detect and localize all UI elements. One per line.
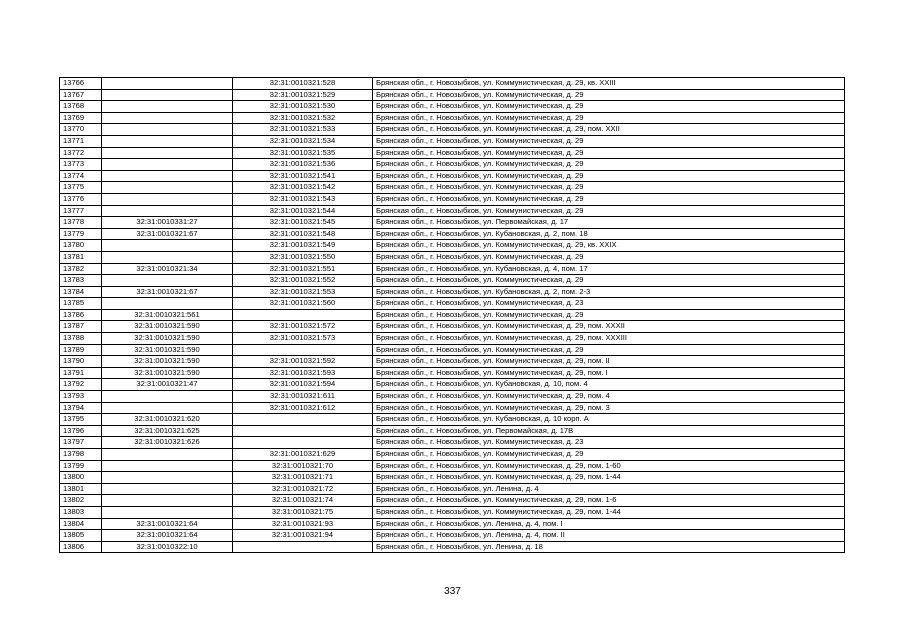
new-cadastral-number-cell: 32:31:0010321:594: [233, 379, 373, 391]
address-cell: Брянская обл., г. Новозыбков, ул. Коммунистическая, д. 29, пом. XXXIII: [373, 333, 845, 345]
table-row: [60, 309, 845, 321]
old-cadastral-number-cell: 32:31:0010321:561: [102, 309, 233, 321]
table-row: [60, 356, 845, 368]
row-number-cell: 13774: [60, 170, 102, 182]
address-cell: Брянская обл., г. Новозыбков, ул. Коммунистическая, д. 29, пом. 1-6: [373, 495, 845, 507]
address-cell: Брянская обл., г. Новозыбков, ул. Коммунистическая, д. 29: [373, 135, 845, 147]
new-cadastral-number-cell: 32:31:0010321:75: [233, 506, 373, 518]
table-row: [60, 425, 845, 437]
address-cell: Брянская обл., г. Новозыбков, ул. Кубановская, д. 4, пом. 17: [373, 263, 845, 275]
row-number-cell: 13767: [60, 89, 102, 101]
row-number-cell: 13777: [60, 205, 102, 217]
old-cadastral-number-cell: 32:31:0010321:47: [102, 379, 233, 391]
new-cadastral-number-cell: 32:31:0010321:592: [233, 356, 373, 368]
address-cell: Брянская обл., г. Новозыбков, ул. Коммунистическая, д. 29: [373, 112, 845, 124]
table-row: [60, 275, 845, 287]
new-cadastral-number-cell: 32:31:0010321:533: [233, 124, 373, 136]
old-cadastral-number-cell: [102, 101, 233, 113]
address-cell: Брянская обл., г. Новозыбков, ул. Коммунистическая, д. 29, пом. 4: [373, 391, 845, 403]
old-cadastral-number-cell: [102, 483, 233, 495]
new-cadastral-number-cell: 32:31:0010321:611: [233, 391, 373, 403]
address-cell: Брянская обл., г. Новозыбков, ул. Первомайская, д. 17В: [373, 425, 845, 437]
row-number-cell: 13806: [60, 541, 102, 553]
table-row: [60, 344, 845, 356]
table-row: [60, 228, 845, 240]
old-cadastral-number-cell: 32:31:0010321:67: [102, 228, 233, 240]
old-cadastral-number-cell: 32:31:0010321:590: [102, 356, 233, 368]
table-row: [60, 124, 845, 136]
address-cell: Брянская обл., г. Новозыбков, ул. Кубановская, д. 2, пом. 18: [373, 228, 845, 240]
table-row: [60, 333, 845, 345]
table-row: [60, 541, 845, 553]
row-number-cell: 13771: [60, 135, 102, 147]
address-cell: Брянская обл., г. Новозыбков, ул. Коммунистическая, д. 29, пом. 3: [373, 402, 845, 414]
old-cadastral-number-cell: [102, 182, 233, 194]
table-row: [60, 240, 845, 252]
row-number-cell: 13799: [60, 460, 102, 472]
row-number-cell: 13780: [60, 240, 102, 252]
table-row: [60, 263, 845, 275]
old-cadastral-number-cell: [102, 449, 233, 461]
old-cadastral-number-cell: 32:31:0010321:626: [102, 437, 233, 449]
old-cadastral-number-cell: 32:31:0010321:590: [102, 344, 233, 356]
table-row: [60, 159, 845, 171]
row-number-cell: 13782: [60, 263, 102, 275]
table-row: [60, 147, 845, 159]
table-row: [60, 437, 845, 449]
new-cadastral-number-cell: 32:31:0010321:593: [233, 367, 373, 379]
table-row: [60, 321, 845, 333]
old-cadastral-number-cell: [102, 495, 233, 507]
address-cell: Брянская обл., г. Новозыбков, ул. Кубановская, д. 10 корп. А: [373, 414, 845, 426]
new-cadastral-number-cell: 32:31:0010321:528: [233, 78, 373, 90]
row-number-cell: 13787: [60, 321, 102, 333]
address-cell: Брянская обл., г. Новозыбков, ул. Коммунистическая, д. 29, кв. XXIII: [373, 78, 845, 90]
table-row: [60, 449, 845, 461]
old-cadastral-number-cell: 32:31:0010321:590: [102, 333, 233, 345]
row-number-cell: 13801: [60, 483, 102, 495]
address-cell: Брянская обл., г. Новозыбков, ул. Коммунистическая, д. 29: [373, 449, 845, 461]
address-cell: Брянская обл., г. Новозыбков, ул. Коммунистическая, д. 29: [373, 344, 845, 356]
address-cell: Брянская обл., г. Новозыбков, ул. Кубановская, д. 10, пом. 4: [373, 379, 845, 391]
table-row: [60, 251, 845, 263]
table-row: [60, 530, 845, 542]
row-number-cell: 13769: [60, 112, 102, 124]
new-cadastral-number-cell: 32:31:0010321:552: [233, 275, 373, 287]
row-number-cell: 13800: [60, 472, 102, 484]
row-number-cell: 13768: [60, 101, 102, 113]
new-cadastral-number-cell: 32:31:0010321:70: [233, 460, 373, 472]
new-cadastral-number-cell: [233, 309, 373, 321]
old-cadastral-number-cell: [102, 391, 233, 403]
row-number-cell: 13785: [60, 298, 102, 310]
old-cadastral-number-cell: [102, 147, 233, 159]
old-cadastral-number-cell: [102, 240, 233, 252]
row-number-cell: 13792: [60, 379, 102, 391]
new-cadastral-number-cell: 32:31:0010321:542: [233, 182, 373, 194]
old-cadastral-number-cell: [102, 506, 233, 518]
new-cadastral-number-cell: 32:31:0010321:532: [233, 112, 373, 124]
old-cadastral-number-cell: [102, 124, 233, 136]
row-number-cell: 13778: [60, 217, 102, 229]
table-row: [60, 298, 845, 310]
old-cadastral-number-cell: [102, 159, 233, 171]
row-number-cell: 13790: [60, 356, 102, 368]
address-cell: Брянская обл., г. Новозыбков, ул. Коммунистическая, д. 29: [373, 147, 845, 159]
row-number-cell: 13779: [60, 228, 102, 240]
row-number-cell: 13791: [60, 367, 102, 379]
address-cell: Брянская обл., г. Новозыбков, ул. Ленина, д. 4, пом. II: [373, 530, 845, 542]
address-cell: Брянская обл., г. Новозыбков, ул. Коммунистическая, д. 29: [373, 89, 845, 101]
new-cadastral-number-cell: 32:31:0010321:544: [233, 205, 373, 217]
address-cell: Брянская обл., г. Новозыбков, ул. Коммунистическая, д. 29, пом. 1-44: [373, 506, 845, 518]
address-cell: Брянская обл., г. Новозыбков, ул. Коммунистическая, д. 29: [373, 275, 845, 287]
address-cell: Брянская обл., г. Новозыбков, ул. Кубановская, д. 2, пом. 2-3: [373, 286, 845, 298]
old-cadastral-number-cell: 32:31:0010321:64: [102, 530, 233, 542]
address-cell: Брянская обл., г. Новозыбков, ул. Ленина, д. 4: [373, 483, 845, 495]
address-cell: Брянская обл., г. Новозыбков, ул. Коммунистическая, д. 29: [373, 251, 845, 263]
new-cadastral-number-cell: 32:31:0010321:72: [233, 483, 373, 495]
old-cadastral-number-cell: [102, 298, 233, 310]
new-cadastral-number-cell: 32:31:0010321:530: [233, 101, 373, 113]
row-number-cell: 13781: [60, 251, 102, 263]
row-number-cell: 13793: [60, 391, 102, 403]
registry-table-body: [60, 78, 845, 553]
table-row: [60, 367, 845, 379]
old-cadastral-number-cell: [102, 472, 233, 484]
address-cell: Брянская обл., г. Новозыбков, ул. Коммунистическая, д. 29, пом. 1-60: [373, 460, 845, 472]
new-cadastral-number-cell: 32:31:0010321:543: [233, 193, 373, 205]
address-cell: Брянская обл., г. Новозыбков, ул. Первомайская, д. 17: [373, 217, 845, 229]
old-cadastral-number-cell: 32:31:0010321:590: [102, 321, 233, 333]
table-row: [60, 472, 845, 484]
row-number-cell: 13796: [60, 425, 102, 437]
new-cadastral-number-cell: 32:31:0010321:74: [233, 495, 373, 507]
old-cadastral-number-cell: [102, 460, 233, 472]
row-number-cell: 13772: [60, 147, 102, 159]
row-number-cell: 13783: [60, 275, 102, 287]
old-cadastral-number-cell: [102, 135, 233, 147]
row-number-cell: 13794: [60, 402, 102, 414]
new-cadastral-number-cell: [233, 414, 373, 426]
address-cell: Брянская обл., г. Новозыбков, ул. Коммунистическая, д. 29, кв. XXIX: [373, 240, 845, 252]
table-row: [60, 182, 845, 194]
table-row: [60, 89, 845, 101]
new-cadastral-number-cell: 32:31:0010321:553: [233, 286, 373, 298]
address-cell: Брянская обл., г. Новозыбков, ул. Коммунистическая, д. 29: [373, 170, 845, 182]
address-cell: Брянская обл., г. Новозыбков, ул. Коммунистическая, д. 23: [373, 437, 845, 449]
old-cadastral-number-cell: [102, 170, 233, 182]
row-number-cell: 13766: [60, 78, 102, 90]
table-row: [60, 518, 845, 530]
table-row: [60, 483, 845, 495]
new-cadastral-number-cell: 32:31:0010321:534: [233, 135, 373, 147]
row-number-cell: 13789: [60, 344, 102, 356]
row-number-cell: 13805: [60, 530, 102, 542]
new-cadastral-number-cell: 32:31:0010321:573: [233, 333, 373, 345]
address-cell: Брянская обл., г. Новозыбков, ул. Ленина, д. 4, пом. I: [373, 518, 845, 530]
address-cell: Брянская обл., г. Новозыбков, ул. Коммунистическая, д. 29, пом. 1-44: [373, 472, 845, 484]
row-number-cell: 13803: [60, 506, 102, 518]
page-number: 337: [444, 586, 461, 597]
old-cadastral-number-cell: [102, 402, 233, 414]
table-row: [60, 101, 845, 113]
old-cadastral-number-cell: 32:31:0010322:10: [102, 541, 233, 553]
new-cadastral-number-cell: [233, 344, 373, 356]
row-number-cell: 13795: [60, 414, 102, 426]
address-cell: Брянская обл., г. Новозыбков, ул. Ленина, д. 18: [373, 541, 845, 553]
table-row: [60, 170, 845, 182]
old-cadastral-number-cell: [102, 251, 233, 263]
row-number-cell: 13776: [60, 193, 102, 205]
address-cell: Брянская обл., г. Новозыбков, ул. Коммунистическая, д. 29, пом. XXII: [373, 124, 845, 136]
table-row: [60, 402, 845, 414]
row-number-cell: 13797: [60, 437, 102, 449]
old-cadastral-number-cell: 32:31:0010321:34: [102, 263, 233, 275]
address-cell: Брянская обл., г. Новозыбков, ул. Коммунистическая, д. 29: [373, 193, 845, 205]
table-row: [60, 205, 845, 217]
table-row: [60, 112, 845, 124]
old-cadastral-number-cell: 32:31:0010321:625: [102, 425, 233, 437]
registry-table: [59, 77, 845, 553]
address-cell: Брянская обл., г. Новозыбков, ул. Коммунистическая, д. 29: [373, 159, 845, 171]
old-cadastral-number-cell: 32:31:0010321:64: [102, 518, 233, 530]
old-cadastral-number-cell: 32:31:0010321:67: [102, 286, 233, 298]
table-row: [60, 78, 845, 90]
row-number-cell: 13788: [60, 333, 102, 345]
table-row: [60, 286, 845, 298]
table-row: [60, 506, 845, 518]
row-number-cell: 13804: [60, 518, 102, 530]
row-number-cell: 13770: [60, 124, 102, 136]
old-cadastral-number-cell: [102, 275, 233, 287]
new-cadastral-number-cell: 32:31:0010321:545: [233, 217, 373, 229]
table-row: [60, 135, 845, 147]
old-cadastral-number-cell: [102, 89, 233, 101]
new-cadastral-number-cell: 32:31:0010321:541: [233, 170, 373, 182]
new-cadastral-number-cell: 32:31:0010321:71: [233, 472, 373, 484]
new-cadastral-number-cell: 32:31:0010321:93: [233, 518, 373, 530]
new-cadastral-number-cell: 32:31:0010321:529: [233, 89, 373, 101]
new-cadastral-number-cell: 32:31:0010321:572: [233, 321, 373, 333]
old-cadastral-number-cell: [102, 78, 233, 90]
old-cadastral-number-cell: 32:31:0010321:590: [102, 367, 233, 379]
row-number-cell: 13784: [60, 286, 102, 298]
new-cadastral-number-cell: [233, 437, 373, 449]
table-row: [60, 193, 845, 205]
new-cadastral-number-cell: 32:31:0010321:550: [233, 251, 373, 263]
new-cadastral-number-cell: 32:31:0010321:535: [233, 147, 373, 159]
old-cadastral-number-cell: 32:31:0010321:620: [102, 414, 233, 426]
address-cell: Брянская обл., г. Новозыбков, ул. Коммунистическая, д. 29: [373, 309, 845, 321]
address-cell: Брянская обл., г. Новозыбков, ул. Коммунистическая, д. 23: [373, 298, 845, 310]
new-cadastral-number-cell: 32:31:0010321:94: [233, 530, 373, 542]
row-number-cell: 13775: [60, 182, 102, 194]
old-cadastral-number-cell: [102, 205, 233, 217]
table-row: [60, 391, 845, 403]
new-cadastral-number-cell: 32:31:0010321:536: [233, 159, 373, 171]
new-cadastral-number-cell: 32:31:0010321:560: [233, 298, 373, 310]
address-cell: Брянская обл., г. Новозыбков, ул. Коммунистическая, д. 29: [373, 101, 845, 113]
address-cell: Брянская обл., г. Новозыбков, ул. Коммунистическая, д. 29, пом. I: [373, 367, 845, 379]
old-cadastral-number-cell: [102, 112, 233, 124]
address-cell: Брянская обл., г. Новозыбков, ул. Коммунистическая, д. 29: [373, 205, 845, 217]
table-row: [60, 217, 845, 229]
table-row: [60, 414, 845, 426]
new-cadastral-number-cell: [233, 425, 373, 437]
new-cadastral-number-cell: 32:31:0010321:629: [233, 449, 373, 461]
table-row: [60, 379, 845, 391]
row-number-cell: 13786: [60, 309, 102, 321]
row-number-cell: 13798: [60, 449, 102, 461]
old-cadastral-number-cell: 32:31:0010331:27: [102, 217, 233, 229]
address-cell: Брянская обл., г. Новозыбков, ул. Коммунистическая, д. 29, пом. XXXII: [373, 321, 845, 333]
new-cadastral-number-cell: 32:31:0010321:548: [233, 228, 373, 240]
new-cadastral-number-cell: 32:31:0010321:549: [233, 240, 373, 252]
address-cell: Брянская обл., г. Новозыбков, ул. Коммунистическая, д. 29: [373, 182, 845, 194]
row-number-cell: 13802: [60, 495, 102, 507]
new-cadastral-number-cell: 32:31:0010321:551: [233, 263, 373, 275]
row-number-cell: 13773: [60, 159, 102, 171]
address-cell: Брянская обл., г. Новозыбков, ул. Коммунистическая, д. 29, пом. II: [373, 356, 845, 368]
new-cadastral-number-cell: [233, 541, 373, 553]
table-row: [60, 495, 845, 507]
new-cadastral-number-cell: 32:31:0010321:612: [233, 402, 373, 414]
old-cadastral-number-cell: [102, 193, 233, 205]
table-row: [60, 460, 845, 472]
